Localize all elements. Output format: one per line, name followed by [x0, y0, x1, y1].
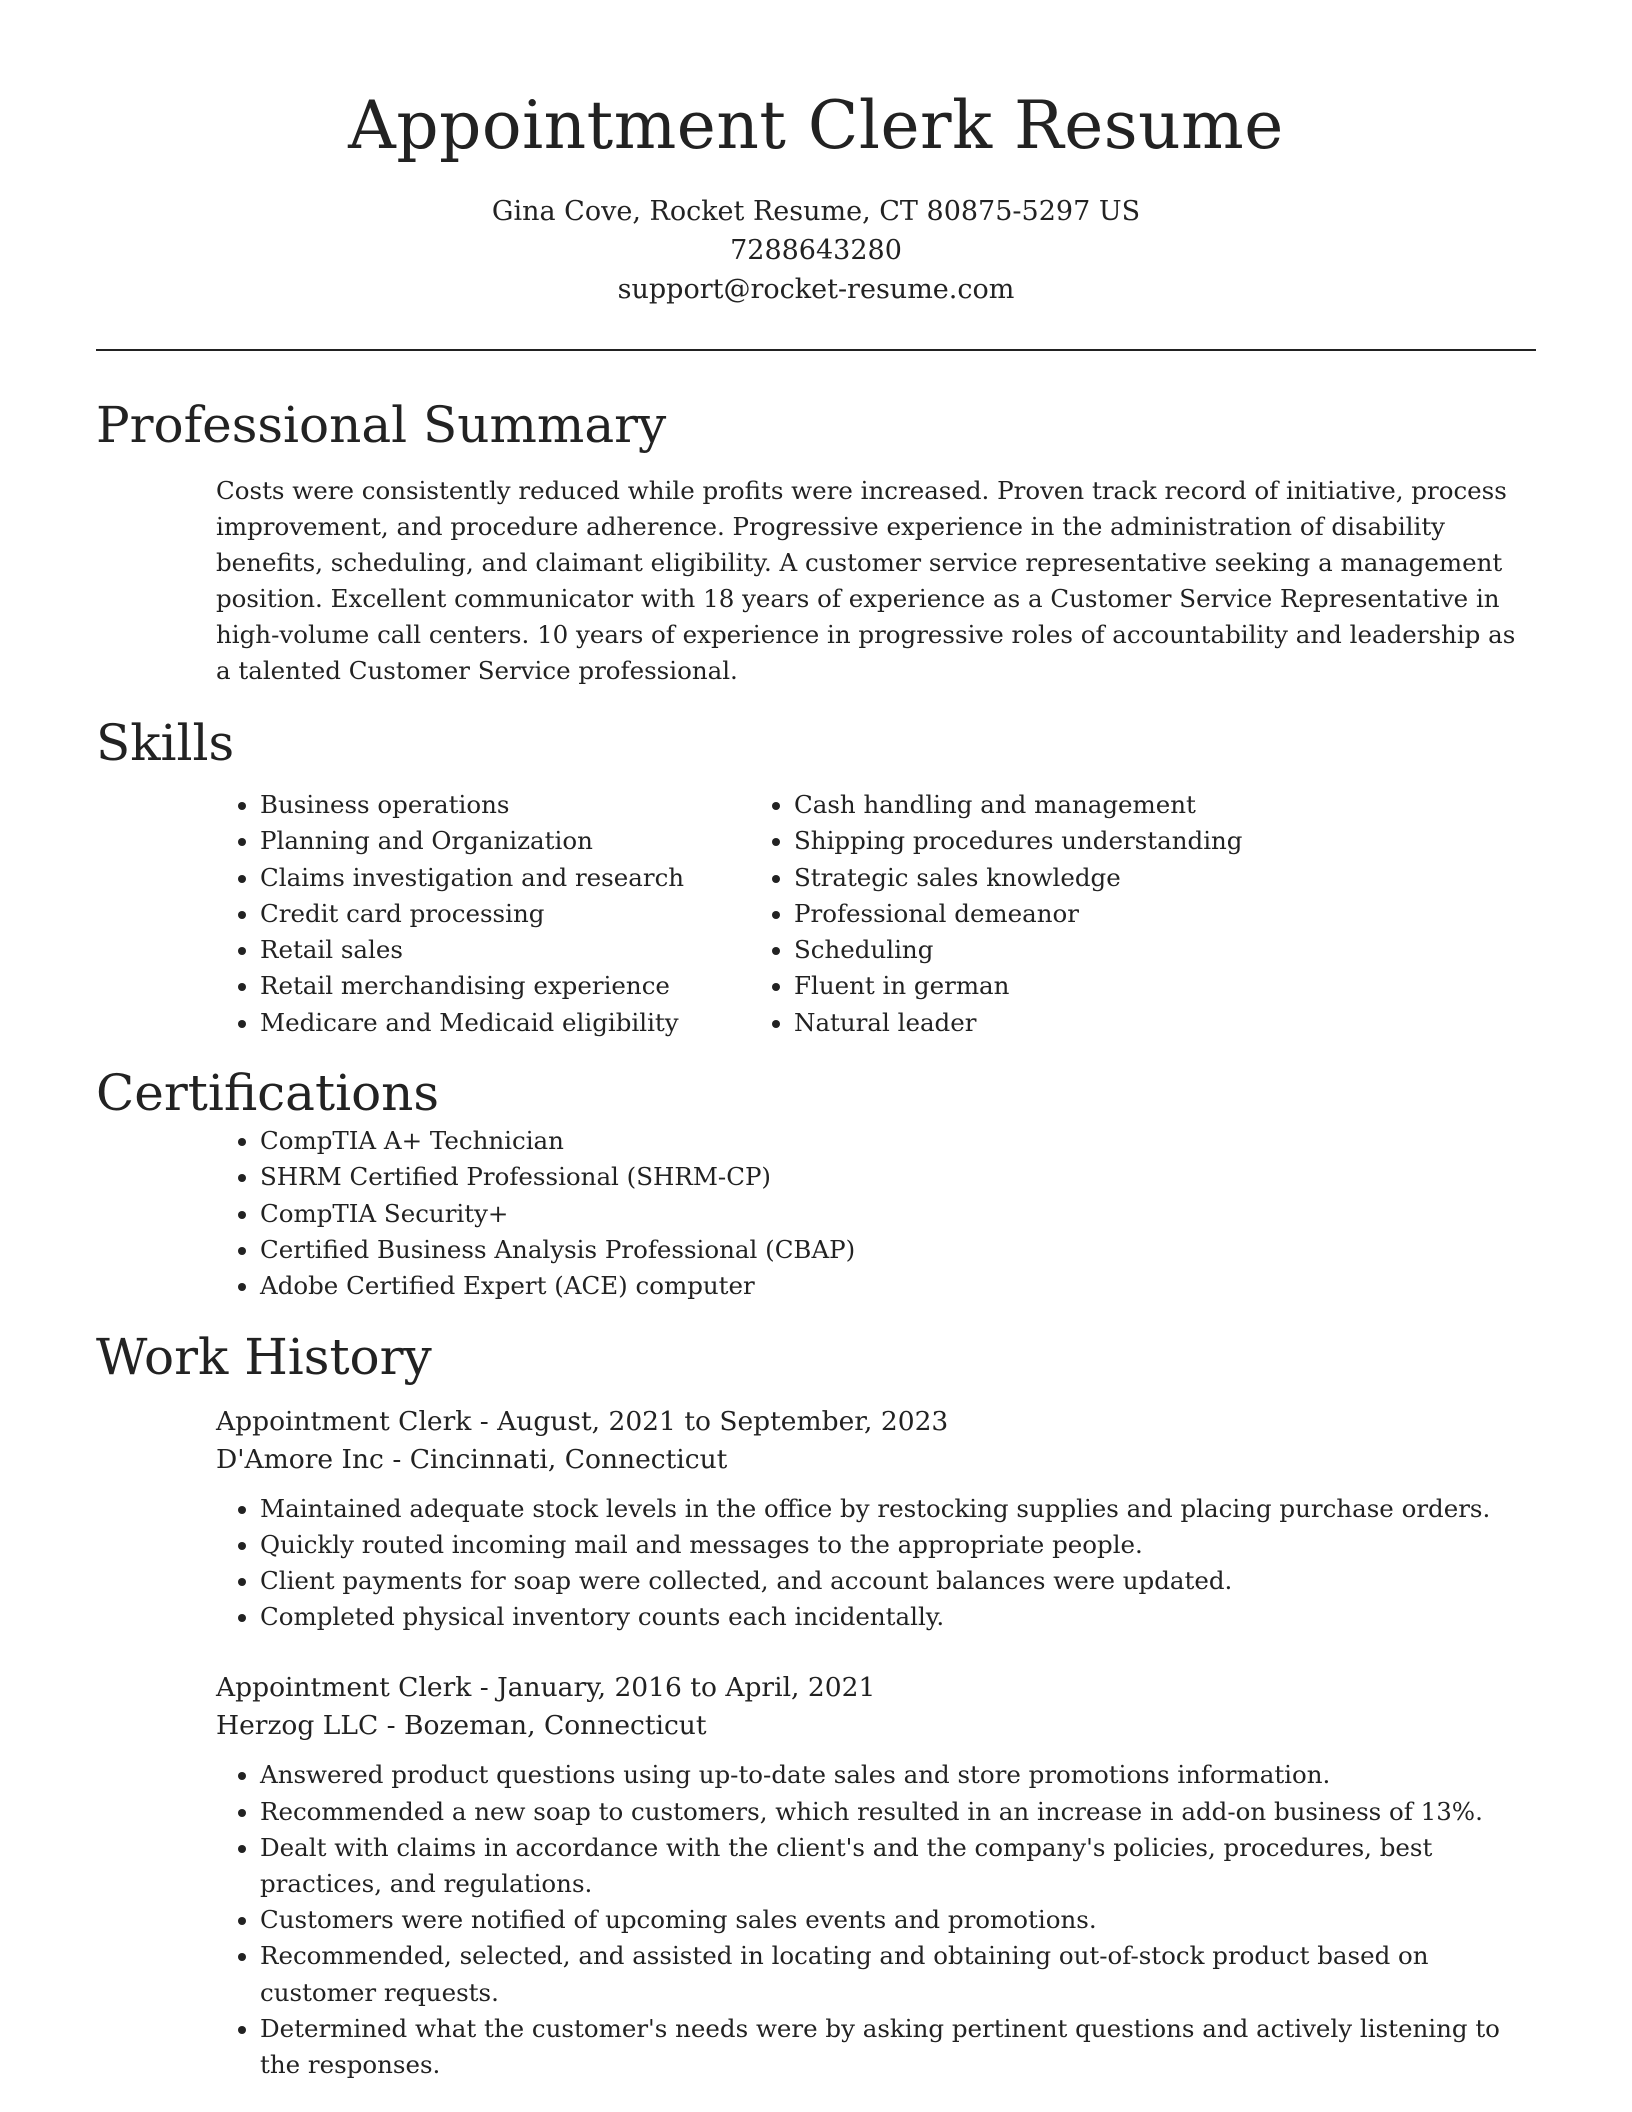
skills-heading: Skills: [96, 714, 235, 772]
job-entry: [216, 1669, 1536, 2083]
skills-list-right: [746, 787, 1243, 1041]
certification-item: • CompTIA Security+: [260, 1196, 1536, 1232]
job-title-line: Appointment Clerk - January, 2016 to April, 2021: [216, 1672, 876, 1704]
skill-item: • Medicare and Medicaid eligibility: [260, 1005, 746, 1041]
skill-item: • Natural leader: [794, 1005, 1243, 1041]
skill-item: • Fluent in german: [794, 968, 1243, 1004]
summary-heading: Professional Summary: [96, 396, 667, 454]
job-bullet: • Answered product questions using up-to-date sales and store promotions information.: [260, 1757, 1536, 1793]
skills-list-left: [96, 787, 746, 1041]
certification-item: • SHRM Certified Professional (SHRM-CP): [260, 1159, 1536, 1195]
skill-item: • Credit card processing: [260, 896, 746, 932]
skill-item: • Business operations: [260, 787, 746, 823]
job-title-line: Appointment Clerk - August, 2021 to September, 2023: [216, 1405, 949, 1437]
resume-title: Appointment Clerk Resume: [348, 87, 1284, 164]
job-company-line: D'Amore Inc - Cincinnati, Connecticut: [216, 1443, 728, 1475]
job-entry: [216, 1403, 1536, 1636]
skill-item: • Strategic sales knowledge: [794, 860, 1243, 896]
contact-phone: 7288643280: [730, 235, 902, 266]
skills-columns: [96, 787, 1536, 1041]
contact-email: support@rocket-resume.com: [617, 274, 1015, 305]
job-bullet: • Recommended, selected, and assisted in locating and obtaining out-of-stock product based on customer requests.: [260, 1938, 1536, 2010]
job-bullet: • Quickly routed incoming mail and messages to the appropriate people.: [260, 1527, 1536, 1563]
job-bullets: [216, 1757, 1536, 2083]
job-bullet: • Determined what the customer's needs were by asking pertinent questions and actively listening to the responses.: [260, 2011, 1536, 2083]
job-bullet: • Recommended a new soap to customers, which resulted in an increase in add-on business of 13%.: [260, 1794, 1536, 1830]
certifications-list: [96, 1123, 1536, 1304]
skill-item: • Cash handling and management: [794, 787, 1243, 823]
job-bullet: • Dealt with claims in accordance with the client's and the company's policies, procedures, best practices, and regulations.: [260, 1830, 1536, 1902]
job-bullet: • Customers were notified of upcoming sales events and promotions.: [260, 1902, 1536, 1938]
contact-block: [96, 192, 1536, 309]
skill-item: • Shipping procedures understanding: [794, 823, 1243, 859]
skill-item: • Claims investigation and research: [260, 860, 746, 896]
skill-item: • Scheduling: [794, 932, 1243, 968]
skill-item: • Retail merchandising experience: [260, 968, 746, 1004]
skills-column-right: [746, 787, 1243, 1041]
skill-item: • Retail sales: [260, 932, 746, 968]
job-company-line: Herzog LLC - Bozeman, Connecticut: [216, 1710, 707, 1742]
contact-address: Gina Cove, Rocket Resume, CT 80875-5297 US: [491, 196, 1141, 227]
resume-page: [96, 0, 1536, 2083]
certification-item: • CompTIA A+ Technician: [260, 1123, 1536, 1159]
header-divider: [96, 349, 1536, 351]
job-bullet: • Completed physical inventory counts each incidentally.: [260, 1599, 1536, 1635]
skills-column-left: [96, 787, 746, 1041]
job-bullet: • Maintained adequate stock levels in the office by restocking supplies and placing purchase orders.: [260, 1491, 1536, 1527]
skill-item: • Planning and Organization: [260, 823, 746, 859]
skill-item: • Professional demeanor: [794, 896, 1243, 932]
certification-item: • Adobe Certified Expert (ACE) computer: [260, 1268, 1536, 1304]
certifications-heading: Certifications: [96, 1064, 440, 1123]
job-bullet: • Client payments for soap were collected, and account balances were updated.: [260, 1563, 1536, 1599]
summary-text: Costs were consistently reduced while profits were increased. Proven track record of initiative, process improvement, and procedure adherence. Progressive experience in the administration of disability benefits, scheduling, and claimant eligibility. A customer service representative seeking a management position. Excellent communicator with 18 years of experience as a Customer Service Representative in high-volume call centers. 10 years of experience in progressive roles of accountability and leadership as a talented Customer Service professional.: [216, 476, 1516, 685]
certification-item: • Certified Business Analysis Professional (CBAP): [260, 1232, 1536, 1268]
work-history-heading: Work History: [96, 1327, 432, 1386]
job-bullets: [216, 1491, 1536, 1636]
